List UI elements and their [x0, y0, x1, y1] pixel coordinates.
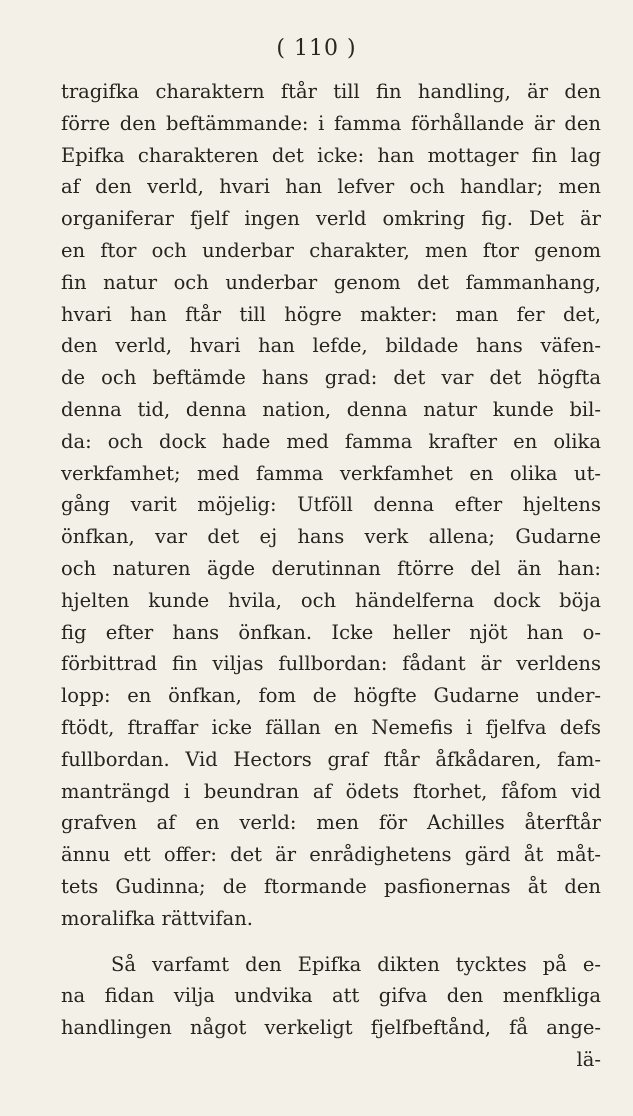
text-line: ftödt, ftraffar icke fällan en Nemefis i fjelfva defs [61, 715, 601, 739]
paragraph-gap [61, 935, 601, 949]
text-body [61, 76, 601, 1076]
text-line: Epifka charakteren det icke: han mottager fin lag [61, 143, 601, 167]
text-line: fig efter hans önfkan. Icke heller njöt han o- [61, 620, 601, 644]
text-line: den verld, hvari han lefde, bildade hans väfen- [61, 334, 601, 358]
text-line: handlingen något verkeligt fjelfbeftånd, få ange- [61, 1016, 601, 1040]
text-line: lopp: en önfkan, fom de högfte Gudarne under- [61, 684, 601, 708]
text-line: önfkan, var det ej hans verk allena; Gudarne [61, 525, 601, 549]
paragraph-2 [61, 949, 601, 1076]
text-line: förre den beftämmande: i famma förhållande är den [61, 111, 601, 135]
text-line: organiferar fjelf ingen verld omkring fig. Det är [61, 207, 601, 231]
text-line: hvari han ftår till högre makter: man fer det, [61, 302, 601, 326]
text-line: ännu ett offer: det är enrådighetens gärd åt måt- [61, 843, 601, 867]
text-line: da: och dock hade med famma krafter en olika [61, 429, 601, 453]
text-line: denna tid, denna nation, denna natur kunde bil- [61, 397, 601, 421]
text-line: förbittrad fin viljas fullbordan: fådant är verldens [61, 652, 601, 676]
text-line: moralifka rättvifan. [61, 906, 253, 930]
text-line: och naturen ägde derutinnan ftörre del än han: [61, 556, 601, 580]
page-number: ( 110 ) [276, 36, 357, 61]
text-line: en ftor och underbar charakter, men ftor genom [61, 238, 601, 262]
text-line: tragifka charaktern ftår till fin handling, är den [61, 80, 601, 103]
text-line: tets Gudinna; de ftormande pasfionernas åt den [61, 874, 601, 898]
text-line: verkfamhet; med famma verkfamhet en olika ut- [61, 461, 601, 485]
paragraph-1 [61, 76, 601, 935]
text-line: grafven af en verld: men för Achilles återftår [61, 811, 601, 835]
text-line: hjelten kunde hvila, och händelferna dock böja [61, 588, 601, 612]
text-line: af den verld, hvari han lefver och handlar; men [61, 175, 601, 199]
text-line: manträngd i beundran af ödets ftorhet, fåfom vid [61, 779, 601, 803]
text-line: de och beftämde hans grad: det var det högfta [61, 366, 601, 390]
catchword: lä- [576, 1047, 601, 1071]
text-line: na fidan vilja undvika att gifva den menfkliga [61, 984, 601, 1008]
text-line: fin natur och underbar genom det fammanhang, [61, 270, 601, 294]
text-line: fullbordan. Vid Hectors graf ftår åfkådaren, fam- [61, 747, 601, 771]
text-line: Så varfamt den Epifka dikten tycktes på e- [111, 952, 601, 976]
text-line: gång varit möjelig: Utföll denna efter hjeltens [61, 493, 601, 517]
